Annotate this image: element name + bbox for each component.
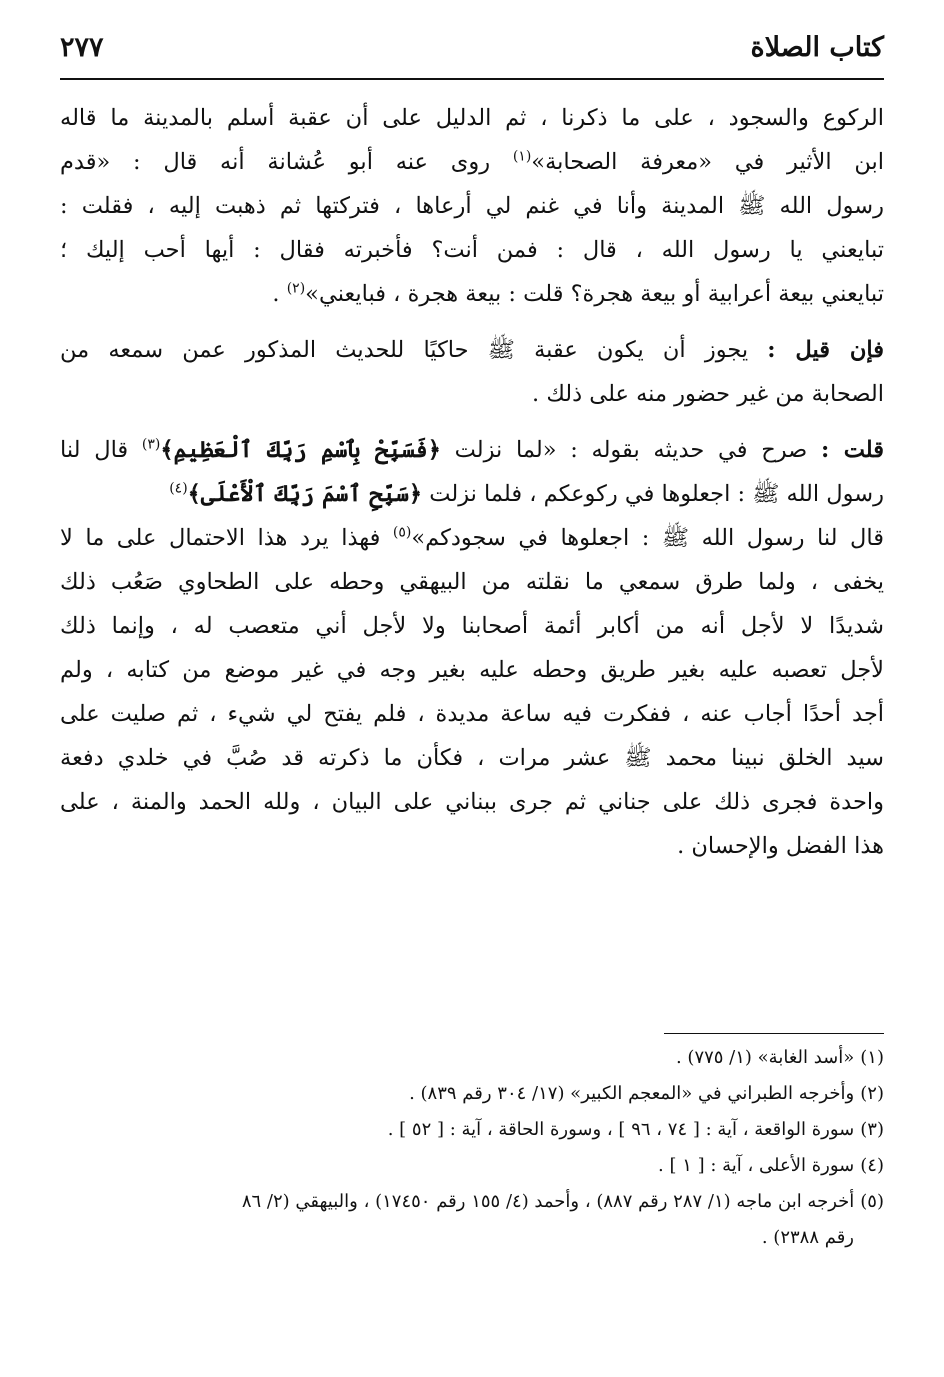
footnote-text: سورة الأعلى ، آية : [ ١ ] . [658,1155,855,1176]
footnote-number: (٢) [860,1083,884,1104]
text-line: الصحابة من غير حضور منه على ذلك . [532,381,884,407]
paragraph-2 [60,328,884,416]
text-fragment: يجوز أن يكون عقبة ﷺ حاكيًا للحديث المذكور عمن سمعه من [60,337,768,363]
lead-phrase: فإن قيل : [767,337,884,363]
quran-verse: ﴿سَبِّحِ ٱسْمَ رَبِّكَ ٱلْأَعْلَى﴾ [187,481,423,507]
footnote-4 [60,1148,884,1184]
text-line: تبايعني يا رسول الله ، قال : فمن أنت؟ فأخبرته فقال : أيها أحب إليك ؛ [60,237,884,263]
text-line: لأجل تعصبه عليه بغير طريق وحطه عليه بغير وجه في غير موضع من كتابه ، ولم [60,657,884,683]
text-line: شديدًا لا لأجل أنه من أكابر أئمة أصحابنا ولا لأجل أني متعصب له ، وإنما ذلك [60,613,884,639]
footnote-ref-4[interactable]: (٤) [169,480,188,497]
footnote-2 [60,1076,884,1112]
footnote-3 [60,1112,884,1148]
text-line [60,428,884,472]
footnote-ref-3[interactable]: (٣) [141,436,161,453]
footnotes [60,1040,884,1256]
text-line: واحدة فجرى ذلك على جناني ثم جرى ببناني على البيان ، ولله الحمد والمنة ، على [60,789,884,815]
lead-phrase: قلت : [821,437,884,463]
footnote-1 [60,1040,884,1076]
text-line: يخفى ، ولما طرق سمعي ما نقلته من البيهقي وحطه على الطحاوي صَعُب ذلك [60,569,884,595]
text-fragment: روى عنه أبو عُشانة أنه قال : «قدم [60,149,513,175]
footnote-text: وأخرجه الطبراني في «المعجم الكبير» (١٧/ ٣٠٤ رقم ٨٣٩) . [409,1083,855,1104]
paragraph-3 [60,428,884,868]
footnote-number: (١) [860,1047,884,1068]
text-fragment: رسول الله ﷺ : اجعلوها في ركوعكم ، فلما نزلت [422,481,884,507]
footnote-ref-1[interactable]: (١) [512,148,532,165]
text-line: الركوع والسجود ، على ما ذكرنا ، ثم الدليل على أن عقبة أسلم بالمدينة ما قاله [60,105,884,131]
quran-verse: ﴿فَسَبِّحْ بِٱسْمِ رَبِّكَ ٱلْعَظِيمِ﴾ [160,437,441,463]
footnote-number: (٤) [860,1155,884,1176]
text-line: أجد أحدًا أجاب عنه ، ففكرت فيه ساعة مديدة ، فلم يفتح لي شيء ، ثم صليت على [60,701,884,727]
text-line: رسول الله ﷺ المدينة وأنا في غنم لي أرعاها ، فتركتها ثم ذهبت إليه ، فقلت : [60,193,884,219]
footnote-ref-5[interactable]: (٥) [392,524,412,541]
footnote-text: سورة الواقعة ، آية : [ ٧٤ ، ٩٦ ] ، وسورة الحاقة ، آية : [ ٥٢ ] . [387,1119,855,1140]
text-line: سيد الخلق نبينا محمد ﷺ عشر مرات ، فكأن ما ذكرته قد صُبَّ في خلدي دفعة [60,745,884,771]
text-line: هذا الفضل والإحسان . [677,833,884,859]
text-line [60,272,884,316]
text-fragment: ابن الأثير في «معرفة الصحابة» [531,149,884,175]
footnote-text: أخرجه ابن ماجه (١/ ٢٨٧ رقم ٨٨٧) ، وأحمد (٤/ ١٥٥ رقم ١٧٤٥٠) ، والبيهقي (٢/ ٨٦ [241,1191,855,1212]
text-line [60,140,884,184]
text-fragment: تبايعني بيعة أعرابية أو بيعة هجرة؟ قلت : بيعة هجرة ، فبايعني» [305,281,884,307]
page-number: ٢٧٧ [60,32,104,63]
text-line [60,328,884,372]
footnote-text: «أسد الغابة» (١/ ٧٧٥) . [675,1047,855,1068]
text-fragment: فهذا يرد هذا الاحتمال على ما لا [60,525,393,551]
footnote-5 [60,1184,884,1220]
text-fragment: قال لنا [60,437,142,463]
footnote-divider [664,1033,884,1034]
paragraph-1 [60,96,884,316]
footnote-number: (٣) [860,1119,884,1140]
main-text [60,96,884,868]
text-fragment: قال لنا رسول الله ﷺ : اجعلوها في سجودكم» [411,525,884,551]
text-line [60,472,884,516]
text-fragment: صرح في حديثه بقوله : «لما نزلت [440,437,821,463]
running-title: كتاب الصلاة [750,32,884,63]
footnote-ref-2[interactable]: (٢) [286,280,306,297]
footnote-number: (٥) [860,1191,884,1212]
text-line [60,516,884,560]
page-header [60,26,884,80]
text-fragment: . [272,281,287,307]
footnote-5-continuation: رقم ٢٣٨٨) . [761,1227,854,1248]
